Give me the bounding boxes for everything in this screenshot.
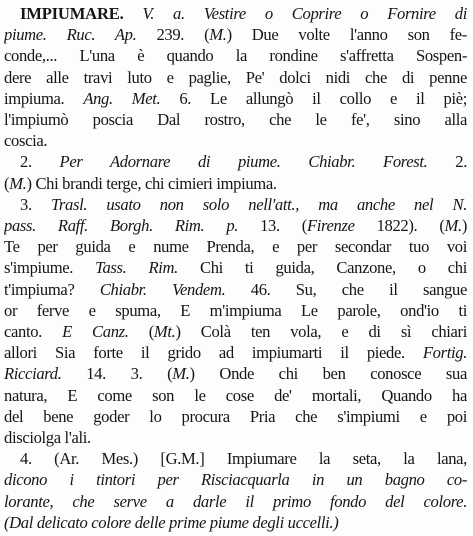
text-run: ( xyxy=(128,322,154,341)
text-run: natura, E come son le cose de' mortali, Quando ha xyxy=(4,385,467,405)
italic-text: Per Adornare di piume. Chiabr. Forest. xyxy=(59,152,428,172)
text-run: conde,... L'una è quando la rondine s'affretta Sospen- xyxy=(4,46,467,66)
text-run: 4. (Ar. Mes.) [G.M.] Impiumare la seta, la lana, xyxy=(20,449,467,469)
italic-text: M. xyxy=(172,364,190,384)
text-run: coscia. xyxy=(4,131,48,151)
italic-text: Firenze xyxy=(306,216,355,235)
italic-text: Chiabr. Vendem. xyxy=(99,279,226,299)
italic-text: Trasl. usato non solo nell'att., ma anche nel N. xyxy=(50,194,467,214)
text-run: 46. Su, che il sangue xyxy=(225,279,467,299)
italic-text: M. xyxy=(9,173,27,193)
text-run: dere alle travi luto e paglie, Pe' dolci nidi che di penne xyxy=(4,67,467,87)
italic-text: Tass. Rim. xyxy=(95,258,178,278)
italic-text: E Canz. xyxy=(62,322,129,341)
text-run: Chi ti guida, Canzone, o chi xyxy=(177,258,467,278)
text-run: allori Sia forte il grido ad impiumarti il piede. xyxy=(4,343,423,363)
text-run: ) xyxy=(461,216,467,235)
text-run: ( xyxy=(4,173,10,193)
text-run: 2. xyxy=(427,152,467,172)
headword: IMPIUMARE. xyxy=(20,4,124,23)
text-run xyxy=(124,4,143,23)
text-run: 1822). ( xyxy=(354,216,445,235)
text-run: del bene goder lo procura Pria che s'impiumi e poi xyxy=(4,406,467,426)
text-run: canto. xyxy=(4,322,63,341)
text-run: 13. ( xyxy=(238,216,307,235)
italic-text: V. a. Vestire o Coprire o Fornire di xyxy=(142,4,467,23)
text-run: 6. Le allungò il collo e il piè; xyxy=(160,88,467,108)
text-run: ) Colà ten vola, e di sì chiari xyxy=(175,322,467,341)
text-run: 2. xyxy=(20,152,60,172)
italic-text: Fortig. xyxy=(422,343,467,363)
italic-text: lorante, che serve a darle il primo fondo del colore. xyxy=(4,491,467,511)
text-run: 239. ( xyxy=(136,25,210,45)
italic-text: M. xyxy=(209,25,227,45)
italic-text: pass. Raff. Borgh. Rim. p. xyxy=(4,216,239,235)
text-run: disciolga l'ali. xyxy=(4,428,91,447)
text-run: impiuma. xyxy=(4,88,84,108)
text-run: or ferve e spuma, E m'impiuma Le parole, ond'io ti xyxy=(4,300,467,320)
text-run: 3. xyxy=(20,194,51,214)
italic-text: dicono i tintori per Risciacquarla in un bagno co- xyxy=(4,470,467,490)
text-run: Te per guida e nume Prenda, e per secondar tuo voi xyxy=(4,237,467,257)
italic-text: piume. Ruc. Ap. xyxy=(4,25,137,45)
italic-text: Ang. Met. xyxy=(83,88,161,108)
text-run: ) Due volte l'anno son fe- xyxy=(226,25,467,45)
italic-text: Ricciard. xyxy=(4,364,62,384)
text-run: t'impiuma? xyxy=(4,279,100,299)
text-run: l'impiumò poscia Dal rostro, che le fe', sino alla xyxy=(4,110,467,129)
text-run: 14. 3. ( xyxy=(61,364,173,384)
italic-text: (Dal delicato colore delle prime piume degli uccelli.) xyxy=(4,512,339,532)
text-run: ) Chi brandi terge, chi cimieri impiuma. xyxy=(26,173,277,193)
italic-text: Mt. xyxy=(153,322,176,341)
text-run: ) Onde chi ben conosce sua xyxy=(189,364,467,384)
entry-line xyxy=(4,511,467,535)
text-run: s'impiume. xyxy=(4,258,96,278)
italic-text: M. xyxy=(444,216,462,235)
